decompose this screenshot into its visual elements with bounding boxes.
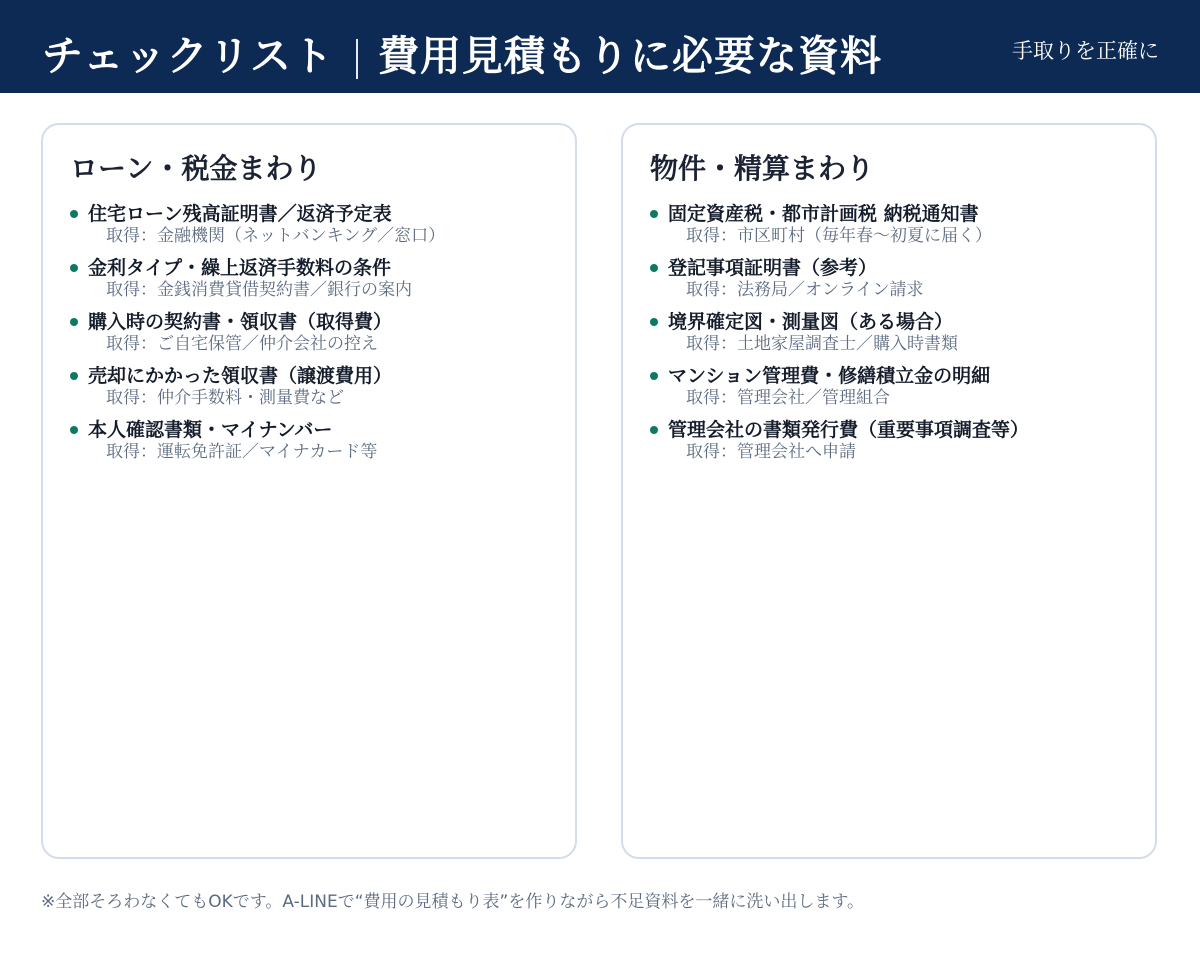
checklist-item	[648, 363, 1143, 417]
item-source: 取得：管理会社へ申請	[686, 442, 856, 462]
bullet-icon	[650, 372, 658, 380]
bullet-icon	[70, 264, 78, 272]
checklist-item	[648, 417, 1143, 471]
checklist	[68, 201, 563, 471]
item-title: 境界確定図・測量図（ある場合）	[668, 311, 954, 333]
checklist-item	[68, 255, 563, 309]
item-source: 取得：金銭消費貸借契約書／銀行の案内	[106, 280, 412, 300]
checklist	[648, 201, 1143, 471]
property-settlement-card	[621, 123, 1157, 859]
item-source: 取得：ご自宅保管／仲介会社の控え	[106, 334, 378, 354]
item-title: 購入時の契約書・領収書（取得費）	[88, 311, 393, 333]
bullet-icon	[70, 210, 78, 218]
item-source: 取得：運転免許証／マイナカード等	[106, 442, 378, 462]
item-title: 金利タイプ・繰上返済手数料の条件	[88, 257, 392, 279]
item-source: 取得：金融機関（ネットバンキング／窓口）	[106, 226, 446, 246]
checklist-item	[68, 201, 563, 255]
card-title: ローン・税金まわり	[70, 152, 322, 185]
item-title: 登記事項証明書（参考）	[668, 257, 878, 279]
item-source: 取得：法務局／オンライン請求	[686, 280, 924, 300]
checklist-item	[68, 417, 563, 471]
item-title: 管理会社の書類発行費（重要事項調査等）	[668, 419, 1030, 441]
card-title: 物件・精算まわり	[650, 152, 875, 185]
item-source: 取得：市区町村（毎年春〜初夏に届く）	[686, 226, 992, 246]
footer-note: ※全部そろわなくてもOKです。A-LINEで“費用の見積もり表”を作りながら不足資料を一緒に洗い出します。	[41, 892, 864, 912]
item-title: 固定資産税・都市計画税 納税通知書	[668, 203, 979, 225]
bullet-icon	[650, 318, 658, 326]
page-title-left: チェックリスト	[42, 32, 334, 80]
item-title: 売却にかかった領収書（譲渡費用）	[88, 365, 393, 387]
page-title	[42, 28, 882, 84]
item-source: 取得：仲介手数料・測量費など	[106, 388, 344, 408]
checklist-item	[68, 363, 563, 417]
loan-tax-card	[41, 123, 577, 859]
checklist-item	[648, 309, 1143, 363]
bullet-icon	[70, 318, 78, 326]
checklist-item	[68, 309, 563, 363]
page-title-right: 費用見積もりに必要な資料	[377, 32, 882, 80]
title-separator	[356, 39, 358, 79]
item-title: マンション管理費・修繕積立金の明細	[668, 365, 991, 387]
item-source: 取得：管理会社／管理組合	[686, 388, 890, 408]
item-title: 本人確認書類・マイナンバー	[88, 419, 333, 441]
item-title: 住宅ローン残高証明書／返済予定表	[88, 203, 392, 225]
item-source: 取得：土地家屋調査士／購入時書類	[686, 334, 958, 354]
header-tagline: 手取りを正確に	[1012, 39, 1159, 63]
bullet-icon	[650, 426, 658, 434]
checklist-item	[648, 201, 1143, 255]
header-bar	[0, 0, 1200, 93]
bullet-icon	[650, 264, 658, 272]
bullet-icon	[70, 426, 78, 434]
bullet-icon	[650, 210, 658, 218]
checklist-item	[648, 255, 1143, 309]
bullet-icon	[70, 372, 78, 380]
